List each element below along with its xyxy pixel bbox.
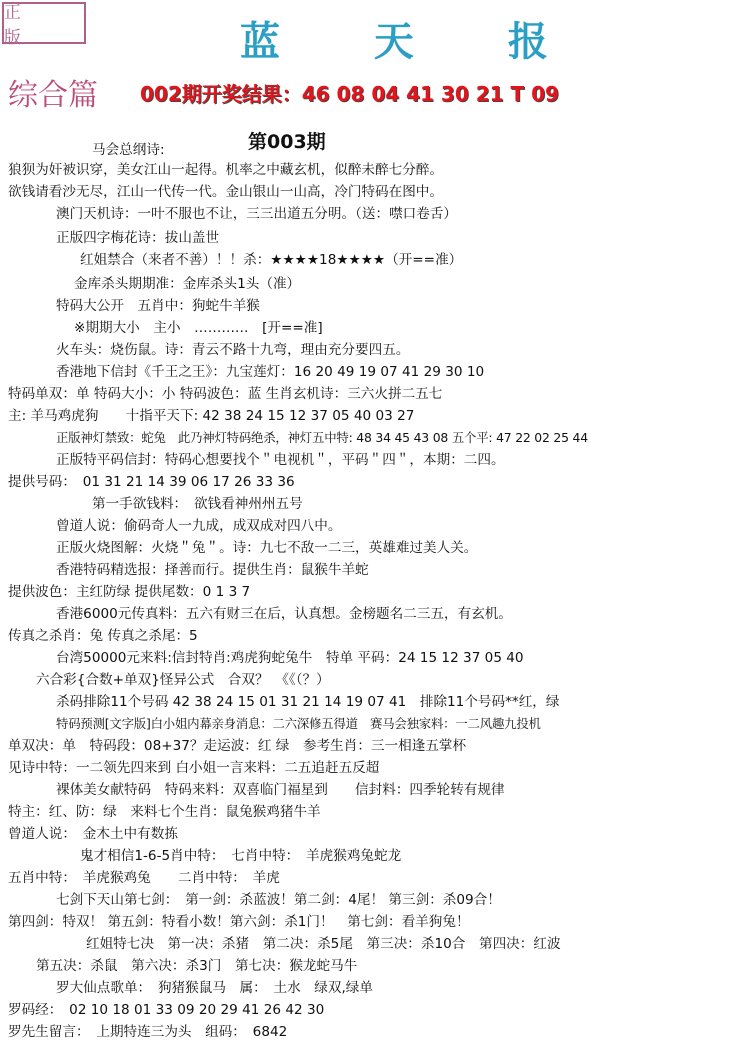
text-line: 罗大仙点歌单： 狗猪猴鼠马 属： 土水 绿双,绿单 <box>56 980 373 996</box>
text-line: 正版四字梅花诗：拔山盖世 <box>56 230 220 246</box>
text-line: 香港6000元传真料：五六有财三在后，认真想。金榜题名二三五，有玄机。 <box>56 606 512 622</box>
text-line: 特码预测[文字版]白小姐内幕亲身消息：二六深修五得道 赛马会独家料：一二风趣九投机 <box>56 716 541 731</box>
text-line: 特码大公开 五肖中：狗蛇牛羊猴 <box>56 298 260 314</box>
text-line: 第四剑：特双！ 第五剑：特看小数！第六剑：杀1门！ 第七剑：看羊狗兔！ <box>8 914 470 930</box>
text-line: 第五决：杀鼠 第六决：杀3门 第七决：猴龙蛇马牛 <box>36 958 358 974</box>
text-line: 澳门天机诗：一叶不服也不让，三三出道五分明。（送：噤口卷舌） <box>56 206 458 222</box>
issue-number: 第003期 <box>248 131 326 153</box>
text-line: 罗先生留言： 上期特连三为头 组码： 6842 <box>8 1024 288 1040</box>
text-line: 曾道人说：偷码奇人一九成，成双成对四八中。 <box>56 518 342 534</box>
text-line: 七剑下天山第七剑： 第一剑：杀蓝波！第二剑：4尾！ 第三剑：杀09合！ <box>56 892 501 908</box>
text-line: 正版火烧图解：火烧＂兔＂。诗：九七不敌一二三，英雄难过美人关。 <box>56 540 478 556</box>
text-line: 火车头：烧伤鼠。诗：青云不路十九弯，理由充分要四五。 <box>56 342 410 358</box>
text-line: 台湾50000元来料:信封特肖:鸡虎狗蛇兔牛 特单 平码：24 15 12 37 05 40 <box>56 650 524 666</box>
text-line: 香港地下信封《千王之王》：九宝莲灯：16 20 49 19 07 41 29 30 10 <box>56 364 485 380</box>
text-line: 欲钱请看沙无尽，江山一代传一代。金山银山一山高，冷门特码在图中。 <box>8 184 443 200</box>
text-line: 六合彩{合数+单双}怪异公式 合双？ 《《（？） <box>36 672 330 688</box>
text-line: 单双决：单 特码段：08+37？走运波：红 绿 参考生肖：三一相逢五掌杯 <box>8 738 467 754</box>
text-line: 金库杀头期期准：金库杀头1头（准） <box>74 276 301 292</box>
text-line: 特主：红、防：绿 来料七个生肖：鼠兔猴鸡猪牛羊 <box>8 804 321 820</box>
text-line: 裸体美女献特码 特码来料：双喜临门福星到 信封料：四季轮转有规律 <box>56 782 505 798</box>
text-line: 马会总纲诗: <box>92 142 165 158</box>
newspaper-title: 蓝 天 报 <box>240 18 588 65</box>
text-line: 五肖中特： 羊虎猴鸡兔 二肖中特： 羊虎 <box>8 870 280 886</box>
text-line: 主: 羊马鸡虎狗 十指平天下: 42 38 24 15 12 37 05 40 03 27 <box>8 408 415 424</box>
section-title: 综合篇 <box>8 78 98 113</box>
text-line: ※期期大小 主小 ………… [开==准] <box>74 320 323 336</box>
text-line: 红姐特七决 第一决：杀猪 第二决：杀5尾 第三决：杀10合 第四决：红波 <box>86 936 561 952</box>
text-line: 提供波色：主红防绿 提供尾数：0 1 3 7 <box>8 584 251 600</box>
text-line: 正版特平码信封：特码心想要找个＂电视机＂，平码＂四＂，本期：二四。 <box>56 452 505 468</box>
text-line: 鬼才相信1-6-5肖中特： 七肖中特： 羊虎猴鸡兔蛇龙 <box>80 848 402 864</box>
text-line: 红姐禁合（来者不善）！！杀：★★★★18★★★★（开==准） <box>80 252 463 268</box>
previous-draw-result: 002期开奖结果：46 08 04 41 30 21 T 09 <box>140 82 559 106</box>
text-line: 香港特码精选报：择善而行。提供生肖：鼠猴牛羊蛇 <box>56 562 369 578</box>
text-line: 传真之杀肖：兔 传真之杀尾：5 <box>8 628 198 644</box>
text-line: 第一手欲钱料： 欲钱看神州州五号 <box>92 496 303 512</box>
text-line: 杀码排除11个号码 42 38 24 15 01 31 21 14 19 07 41 排除11个号码**红，绿 <box>56 694 560 710</box>
text-line: 特码单双：单 特码大小：小 特码波色：蓝 生肖玄机诗：三六火拼二五七 <box>8 386 443 402</box>
text-line: 曾道人说： 金木土中有数拣 <box>8 826 178 842</box>
text-line: 正版神灯禁致：蛇兔 此乃神灯特码绝杀，神灯五中特: 48 34 45 43 08 五个平: 47 22 02 25 44 <box>56 430 588 445</box>
text-line: 狼狈为奸被识穿，美女江山一起得。机率之中藏玄机，似醉未醉七分醉。 <box>8 162 443 178</box>
text-line: 罗码经： 02 10 18 01 33 09 20 29 41 26 42 30 <box>8 1002 325 1018</box>
text-line: 提供号码： 01 31 21 14 39 06 17 26 33 36 <box>8 474 295 490</box>
text-line: 见诗中特：一二领先四来到 白小姐一言来料：二五追赶五反超 <box>8 760 380 776</box>
genuine-stamp: 正 版 <box>2 2 86 44</box>
